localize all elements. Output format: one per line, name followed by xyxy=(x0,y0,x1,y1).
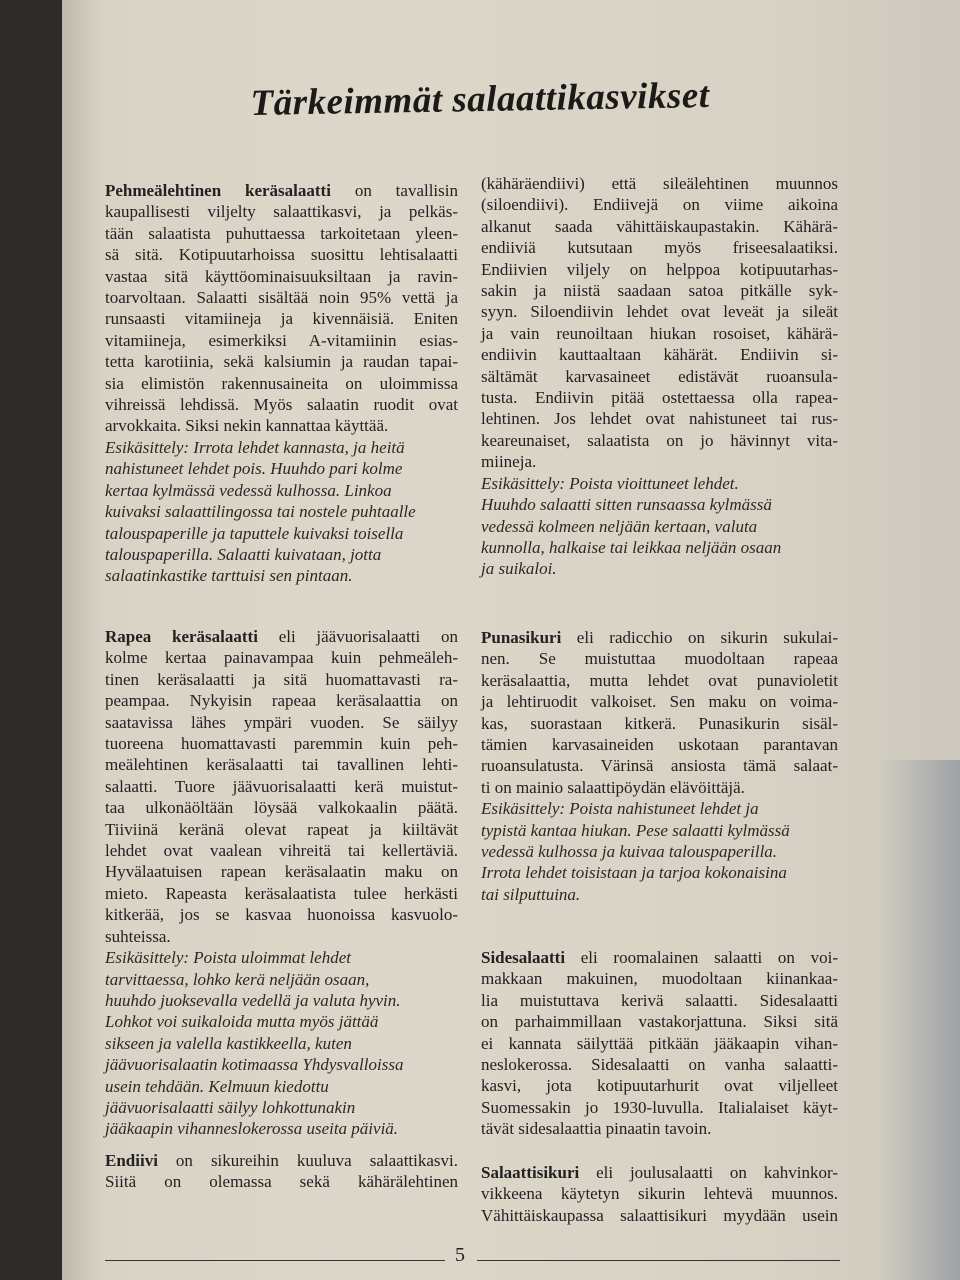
section-rapea xyxy=(105,626,458,1140)
paragraph-line: keareunaiset, salaatista on jo hävinnyt vita- xyxy=(481,430,838,450)
paragraph-line: tävät sidesalaattia pinaatin tavoin. xyxy=(481,1119,712,1139)
preparation-note-line: Esikäsittely: Poista uloimmat lehdet xyxy=(105,948,351,968)
paragraph-line xyxy=(481,1162,838,1183)
paragraph-line: suhteissa. xyxy=(105,926,171,946)
line-text: eli radicchio on sikurin sukulai- xyxy=(561,628,838,647)
preparation-note-line: Huuhdo salaatti sitten runsaassa kylmässä xyxy=(481,495,772,515)
paragraph-line: ruoansulatusta. Värinsä ansiosta tämä salaat- xyxy=(481,756,838,776)
paragraph-line: tään salaatista puhuttaessa tarkoitetaan yleen- xyxy=(105,223,458,243)
paragraph-line: kaupallisesti viljelty salaattikasvi, ja pelkäs- xyxy=(105,202,458,222)
paragraph-line xyxy=(481,627,838,648)
paragraph-line: arvokkaita. Siksi nekin kannattaa käyttää. xyxy=(105,416,389,436)
paragraph-line xyxy=(105,1150,458,1171)
paragraph-line: neslokerossa. Sidesalaatti on vanha salaatti- xyxy=(481,1055,838,1075)
preparation-note-line: Esikäsittely: Irrota lehdet kannasta, ja heitä xyxy=(105,437,405,457)
paragraph-line: nen. Se muistuttaa muodoltaan rapeaa xyxy=(481,649,838,669)
paragraph-line: lia muistuttava kerivä salaatti. Sidesalaatti xyxy=(481,990,838,1010)
paragraph-line: peampaa. Nykyisin rapeaa keräsalaattia on xyxy=(105,691,458,711)
line-text: (kähäräendiivi) että sileälehtinen muunnos xyxy=(481,174,838,193)
section-heading: Sidesalaatti xyxy=(481,948,566,967)
paragraph-line: keräsalaattia, mutta lehdet ovat punavioletit xyxy=(481,670,838,690)
section-salaattisikuri xyxy=(481,1162,838,1226)
paragraph-line: ja lehtiruodit valkoiset. Sen maku on voima- xyxy=(481,692,838,712)
preparation-note-line: jääkaapin vihanneslokerossa useita päiviä. xyxy=(105,1119,399,1139)
preparation-note-line: huuhdo juoksevalla vedellä ja valuta hyvin. xyxy=(105,990,401,1010)
paragraph-line xyxy=(105,626,458,647)
paragraph-line xyxy=(481,947,838,968)
paragraph-line: Hyvälaatuisen rapean keräsalaatin maku on xyxy=(105,862,458,882)
preparation-note-line: Irrota lehdet toisistaan ja tarjoa kokonaisina xyxy=(481,863,787,883)
line-text: on tavallisin xyxy=(330,181,458,200)
paragraph-line: tusta. Endiivin pitää ostettaessa olla rapea- xyxy=(481,388,838,408)
preparation-note-line: Lohkot voi suikaloida mutta myös jättää xyxy=(105,1012,379,1032)
line-text: on sikureihin kuuluva salaattikasvi. xyxy=(157,1151,458,1170)
section-endiivi-continued xyxy=(481,173,838,580)
paragraph-line: lehtinen. Jos lehdet ovat nahistuneet tai rus- xyxy=(481,409,838,429)
line-text: eli jäävuorisalaatti on xyxy=(257,627,458,646)
paragraph-line: salaatti. Tuore jäävuorisalaatti kerä muistut- xyxy=(105,776,458,796)
paragraph-line: vikkeena käytetyn sikurin lehtevä muunnos. xyxy=(481,1184,838,1204)
paragraph-line: kitkerää, jos se kasvaa huonoissa kasvuolo- xyxy=(105,905,458,925)
section-endiivi xyxy=(105,1150,458,1193)
paragraph-line xyxy=(105,180,458,201)
line-text: eli joulusalaatti on kahvinkor- xyxy=(579,1163,838,1182)
preparation-note-line: tai silputtuina. xyxy=(481,884,581,904)
paragraph-line: Siitä on olemassa sekä kähärälehtinen xyxy=(105,1172,458,1192)
paragraph-line: endiiviä kutsutaan myös friseesalaatiksi. xyxy=(481,238,838,258)
preparation-note-line: sikseen ja valella kastikkeella, kuten xyxy=(105,1033,352,1053)
preparation-note-line: vedessä kolmeen neljään kertaan, valuta xyxy=(481,516,758,536)
paragraph-line: endiivin kauttaaltaan kähärät. Endiivin si- xyxy=(481,345,838,365)
paragraph-line: Tiiviinä keränä olevat rapeat ja kiiltävät xyxy=(105,819,458,839)
preparation-note-line: Esikäsittely: Poista nahistuneet lehdet ja xyxy=(481,799,759,819)
paragraph-line: ti on mainio salaattipöydän elävöittäjä. xyxy=(481,777,745,797)
section-heading: Rapea keräsalaatti xyxy=(105,627,258,646)
paragraph-line: tinen keräsalaatti ja sitä huomattavasti ra- xyxy=(105,669,458,689)
page-number: 5 xyxy=(455,1244,465,1266)
paragraph-line: sä sitä. Kotipuutarhoissa suosittu lehtisalaatti xyxy=(105,245,458,265)
paragraph-line: alkanut saada vähittäiskaupastakin. Kähärä- xyxy=(481,216,838,236)
preparation-note-line: ja suikaloi. xyxy=(481,559,557,579)
preparation-note-line: Esikäsittely: Poista vioittuneet lehdet. xyxy=(481,473,739,493)
paragraph-line: lehdet ovat vaalean vihreitä tai kellertäviä. xyxy=(105,841,458,861)
section-punasikuri xyxy=(481,627,838,905)
page-title: Tärkeimmät salaattikasvikset xyxy=(250,74,710,125)
paragraph-line: tuoreena huomattavasti paremmin kuin peh- xyxy=(105,734,458,754)
preparation-note-line: talouspaperilla. Salaatti kuivataan, jotta xyxy=(105,544,382,564)
preparation-note-line: typistä kantaa hiukan. Pese salaatti kylmässä xyxy=(481,820,790,840)
paragraph-line: on parhaimmillaan vastakorjattuna. Siksi sitä xyxy=(481,1012,838,1032)
paragraph-line: ja vain reunoiltaan hiukan rosoiset, kähärä- xyxy=(481,323,838,343)
preparation-note-line: nahistuneet lehdet pois. Huuhdo pari kolme xyxy=(105,459,403,479)
paragraph-line: mieto. Rapeasta keräsalaatista tulee herkästi xyxy=(105,883,458,903)
paragraph-line: syyn. Siloendiivin lehdet ovat leveät ja sileät xyxy=(481,302,838,322)
preparation-note-line: tarvittaessa, lohko kerä neljään osaan, xyxy=(105,969,370,989)
paragraph-line: vastaa sitä käyttöominaisuuksiltaan ja ravin- xyxy=(105,266,458,286)
paragraph-line: vitamiineja, esimerkiksi A-vitamiinin esias- xyxy=(105,330,458,350)
paragraph-line: (siloendiivi). Endiivejä on viime aikoina xyxy=(481,195,838,215)
paragraph-line: saatavissa lähes ympäri vuoden. Se säilyy xyxy=(105,712,458,732)
paragraph-line: sia elimistön rakennusaineita on uloimmissa xyxy=(105,373,458,393)
section-heading: Pehmeälehtinen keräsalaatti xyxy=(105,181,331,200)
preparation-note-line: kunnolla, halkaise tai leikkaa neljään osaan xyxy=(481,537,782,557)
paragraph-line: Vähittäiskaupassa salaattisikuri myydään usein xyxy=(481,1205,838,1225)
paragraph-line: miineja. xyxy=(481,452,537,472)
paragraph-line: Suomessakin jo 1930-luvulla. Italialaiset käyt- xyxy=(481,1097,838,1117)
section-heading: Salaattisikuri xyxy=(481,1163,580,1182)
paragraph-line: tetta karotiinia, sekä kalsiumin ja raudan tapai- xyxy=(105,352,458,372)
section-pehmealehtinen xyxy=(105,180,458,587)
line-text: eli roomalainen salaatti on voi- xyxy=(565,948,838,967)
background-fabric xyxy=(880,760,960,1280)
paragraph-line: vihreissä lehdissä. Myös salaatin ruodit ovat xyxy=(105,395,458,415)
preparation-note-line: kuivaksi salaattilingossa tai nostele puhtaalle xyxy=(105,502,416,522)
paragraph-line: sakin ja niistä saadaan satoa pitkälle syk- xyxy=(481,281,838,301)
paragraph-line: ei kannata säilyttää pitkään jääkaapin vihan- xyxy=(481,1033,838,1053)
preparation-note-line: talouspaperille ja taputtele kuivaksi toisella xyxy=(105,523,404,543)
paragraph-line: makkaan makuinen, muodoltaan kiinankaa- xyxy=(481,969,838,989)
paragraph-line: kolme kertaa painavampaa kuin pehmeäleh- xyxy=(105,648,458,668)
preparation-note-line: jäävuorisalaatin kotimaassa Yhdysvalloissa xyxy=(105,1055,404,1075)
paragraph-line: meälehtinen keräsalaatti tai tavallinen lehti- xyxy=(105,755,458,775)
paragraph-line: runsaasti vitamiineja ja kivennäisiä. Eniten xyxy=(105,309,458,329)
page-footer xyxy=(105,1244,840,1270)
preparation-note-line: kertaa kylmässä vedessä kulhossa. Linkoa xyxy=(105,480,392,500)
paragraph-line: kasvi, jota kotipuutarhurit ovat viljelleet xyxy=(481,1076,838,1096)
section-sidesalaatti xyxy=(481,947,838,1140)
footer-rule-left xyxy=(105,1260,445,1261)
paragraph-line: toarvoltaan. Salaatti sisältää noin 95% vettä ja xyxy=(105,288,458,308)
paragraph-line: kas, suorastaan kitkerä. Punasikurin sisäl- xyxy=(481,713,838,733)
paragraph-line: sältämät karvasaineet edistävät ruoansula- xyxy=(481,366,838,386)
paragraph-line xyxy=(481,173,838,194)
paragraph-line: Endiivien viljely on helppoa kotipuutarhas- xyxy=(481,259,838,279)
section-heading: Endiivi xyxy=(105,1151,158,1170)
section-heading: Punasikuri xyxy=(481,628,562,647)
preparation-note-line: salaatinkastike tarttuisi sen pintaan. xyxy=(105,566,353,586)
paragraph-line: taa ulkonäöltään löysää valkokaalin päätä. xyxy=(105,798,458,818)
preparation-note-line: usein tehdään. Kelmuun kiedottu xyxy=(105,1076,329,1096)
paragraph-line: tämien karvasaineiden uskotaan parantavan xyxy=(481,735,838,755)
preparation-note-line: vedessä kulhossa ja kuivaa talouspaperilla. xyxy=(481,842,778,862)
footer-rule-right xyxy=(477,1260,840,1261)
preparation-note-line: jäävuorisalaatti säilyy lohkottunakin xyxy=(105,1097,356,1117)
